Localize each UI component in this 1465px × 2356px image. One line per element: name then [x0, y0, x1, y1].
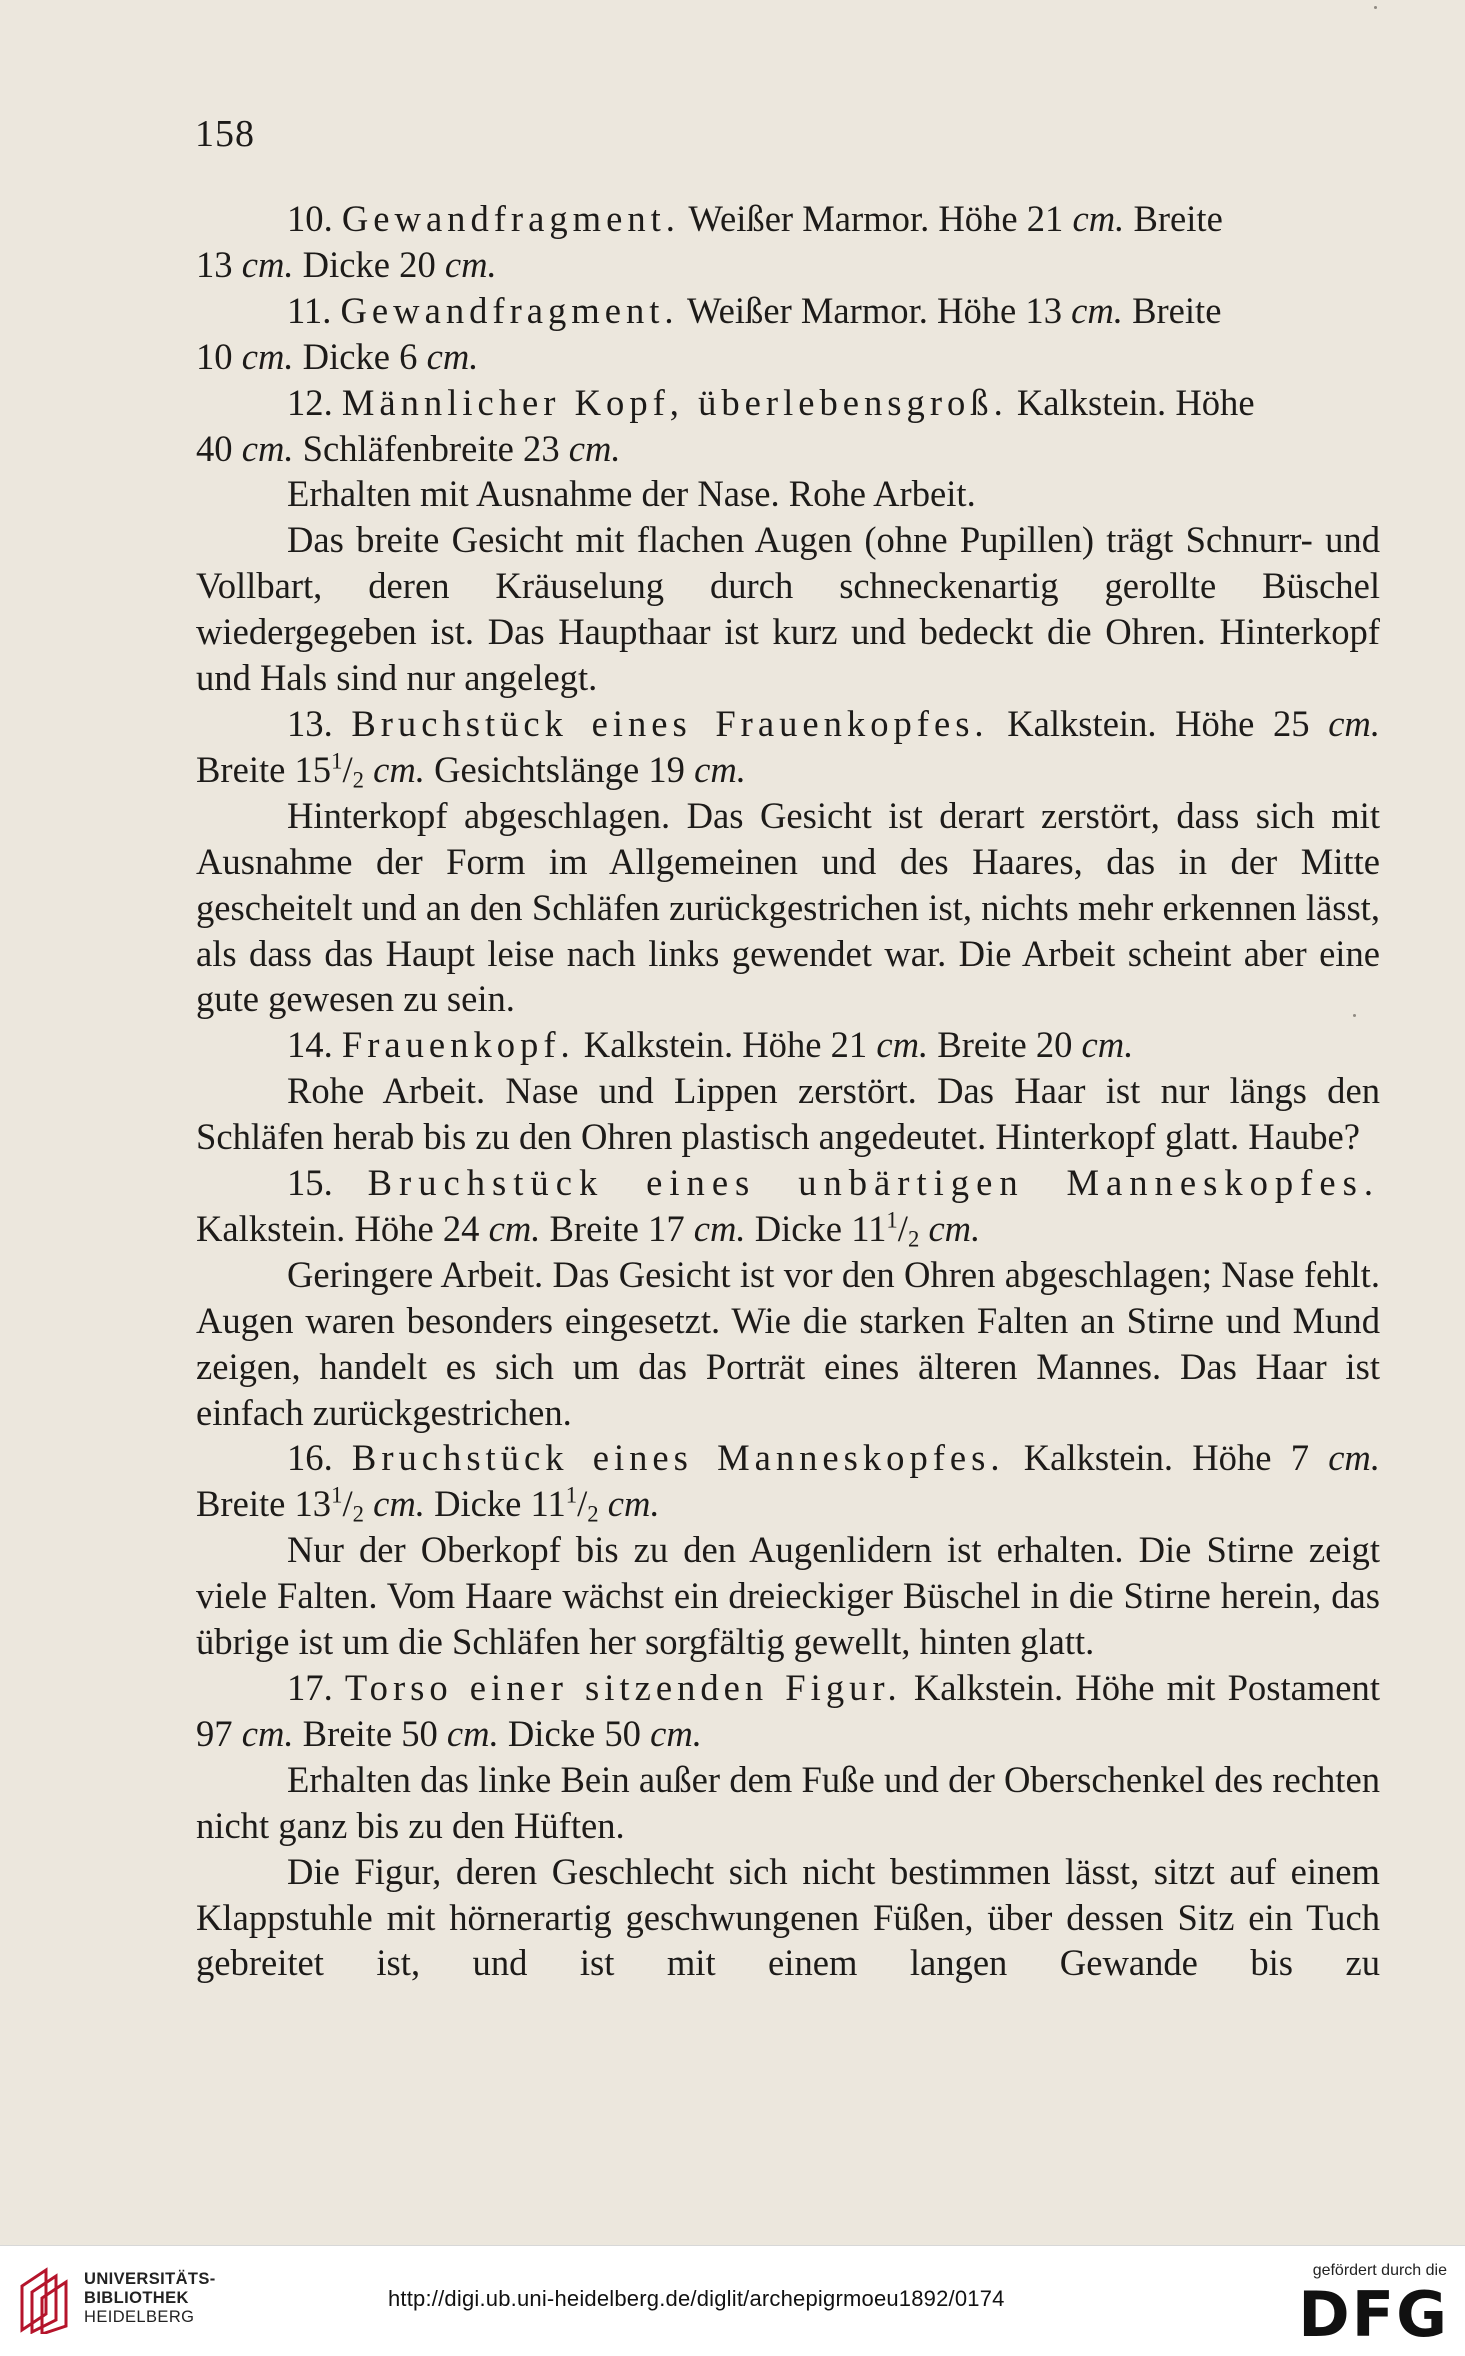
spaced-title: Torso einer sitzenden Figur.: [344, 1667, 902, 1708]
text-run: Breite 50: [293, 1712, 447, 1754]
unit-abbrev: cm.: [446, 1712, 499, 1754]
spaced-title: Gewandfragment.: [340, 289, 679, 331]
text-run: Kalkstein. Höhe 7: [1004, 1437, 1329, 1479]
text-run: Geringere Arbeit. Das Gesicht ist vor den Ohren abgeschlagen; Nase fehlt. Augen waren besonders eingesetzt. Wie die starken Falten an Stirne und Mund zeigen, handelt es sich um das Porträt eines älteren Mannes. Das Haar ist einfach zurückgestrichen.: [196, 1253, 1380, 1433]
unit-abbrev: cm.: [444, 243, 497, 285]
text-run: Nur der Oberkopf bis zu den Augenlidern ist erhalten. Die Stirne zeigt viele Falten. Vom Haare wächst ein dreieckiger Büschel in die Stirne herein, das übrige ist um die Schläfen her sorgfältig gewellt, hinten glatt.: [196, 1529, 1380, 1663]
unit-abbrev: cm.: [1072, 198, 1125, 239]
catalog-entry-heading: [196, 1665, 1380, 1757]
page-number: 158: [195, 113, 255, 155]
unit-abbrev: cm.: [693, 1207, 746, 1249]
text-run: /: [342, 1483, 353, 1525]
text-run: 2: [352, 767, 364, 793]
text-run: 2: [907, 1226, 920, 1252]
catalog-entry-heading: [196, 196, 1380, 242]
text-run: Das breite Gesicht mit flachen Augen (ohne Pupillen) trägt Schnurr- und Vollbart, deren Kräuselung durch schneckenartig gerollte Büschel wiedergegeben ist. Das Haupthaar ist kurz und bedeckt die Ohren. Hinterkopf und Hals sind nur angelegt.: [196, 519, 1380, 699]
unit-abbrev: cm.: [241, 427, 294, 469]
unit-abbrev: cm.: [373, 1483, 425, 1525]
text-run: 2: [587, 1502, 599, 1528]
text-run: Dicke 11: [745, 1207, 887, 1249]
text-run: Kalkstein. Höhe: [1007, 381, 1255, 423]
library-name: [84, 2270, 216, 2327]
text-run: Hinterkopf abgeschlagen. Das Gesicht ist derart zerstört, dass sich mit Ausnahme der Form im Allgemeinen und des Haares, das in der Mitte gescheitelt und an den Schläfen zurückgestrichen ist, nichts mehr erkennen lässt, als dass das Haupt leise nach links gewendet war. Die Arbeit scheint aber eine gute gewesen zu sein.: [196, 794, 1380, 1020]
text-run: Erhalten mit Ausnahme der Nase. Rohe Arbeit.: [287, 473, 976, 515]
text-run: Kalkstein. Höhe mit Postament 97: [196, 1667, 1380, 1754]
text-run: Die Figur, deren Geschlecht sich nicht bestimmen lässt, sitzt auf einem Klappstuhle mit hörnerartig geschwungenen Füßen, über dessen Sitz ein Tuch gebreitet ist, und ist mit einem langen Gewande bis zu: [196, 1850, 1380, 1984]
spaced-title: Gewandfragment.: [341, 198, 680, 239]
dfg-logo: DFG: [1298, 2278, 1449, 2351]
spaced-title: Frauenkopf.: [341, 1024, 575, 1066]
unit-abbrev: cm.: [426, 335, 479, 377]
description-paragraph: [196, 1849, 1380, 1987]
text-run: Dicke 11: [424, 1483, 566, 1525]
text-run: 17.: [287, 1667, 345, 1708]
unit-abbrev: cm.: [241, 1712, 294, 1754]
digitization-footer: [0, 2245, 1465, 2356]
catalog-entry-continuation: [196, 334, 1380, 380]
text-run: Weißer Marmor. Höhe 13: [678, 289, 1072, 331]
text-run: 14.: [287, 1024, 342, 1066]
description-paragraph: [196, 1252, 1380, 1436]
text-run: Dicke 20: [293, 243, 445, 285]
sponsor-caption: gefördert durch die: [1312, 2262, 1447, 2279]
text-run: Gesichtslänge 19: [424, 748, 695, 790]
description-paragraph: [196, 471, 1380, 517]
text-run: Breite: [1124, 198, 1223, 239]
text-run: 16.: [287, 1437, 352, 1479]
text-run: /: [342, 748, 353, 790]
catalog-entry-heading: [196, 1160, 1380, 1252]
text-run: Kalkstein. Höhe 21: [574, 1024, 877, 1066]
text-run: Rohe Arbeit. Nase und Lippen zerstört. Das Haar ist nur längs den Schläfen herab bis zu den Ohren plastisch angedeutet. Hinterkopf glatt. Haube?: [196, 1070, 1380, 1158]
description-paragraph: [196, 1757, 1380, 1849]
text-run: 2: [352, 1502, 364, 1528]
scan-speck: [1353, 1014, 1356, 1017]
catalog-entry-heading: [196, 701, 1380, 793]
catalog-entry-continuation: [196, 426, 1380, 472]
text-run: [599, 1483, 608, 1524]
unit-abbrev: cm.: [694, 748, 746, 790]
spaced-title: Bruchstück eines Frauenkopfes.: [351, 702, 989, 744]
unit-abbrev: cm.: [241, 335, 294, 377]
scan-speck: [1374, 6, 1377, 9]
catalog-entry-heading: [196, 380, 1380, 426]
text-run: /: [577, 1483, 588, 1525]
page-text-body: [196, 196, 1380, 1986]
text-run: Dicke 6: [293, 335, 427, 377]
text-run: Breite 15: [196, 748, 332, 790]
unit-abbrev: cm.: [373, 748, 425, 790]
text-run: 1: [331, 748, 343, 774]
unit-abbrev: cm.: [1328, 1437, 1380, 1479]
text-run: 1: [565, 1482, 578, 1508]
text-run: 1: [331, 1482, 343, 1508]
text-run: Breite 13: [196, 1483, 332, 1525]
text-run: 11.: [287, 289, 341, 331]
text-run: [364, 749, 373, 790]
description-paragraph: [196, 1527, 1380, 1665]
text-run: /: [897, 1207, 908, 1249]
description-paragraph: [196, 1068, 1380, 1160]
text-run: Breite 17: [540, 1207, 694, 1249]
unit-abbrev: cm.: [1081, 1024, 1134, 1066]
text-run: Erhalten das linke Bein außer dem Fuße und der Oberschenkel des rechten nicht ganz bis zu den Hüften.: [196, 1758, 1380, 1846]
text-run: Dicke 50: [498, 1712, 651, 1754]
text-run: Schläfenbreite 23: [293, 427, 569, 469]
text-run: 15.: [287, 1162, 368, 1204]
catalog-entry-heading: [196, 1022, 1380, 1068]
text-run: 40: [196, 427, 242, 469]
text-run: Breite: [1122, 289, 1222, 331]
text-run: Kalkstein. Höhe 24: [196, 1207, 489, 1249]
spaced-title: Männlicher Kopf, überlebensgroß.: [341, 381, 1008, 423]
unit-abbrev: cm.: [928, 1207, 981, 1249]
text-run: 13: [196, 243, 242, 285]
catalog-entry-continuation: [196, 242, 1380, 288]
text-run: Weißer Marmor. Höhe 21: [679, 198, 1073, 239]
unit-abbrev: cm.: [568, 427, 621, 469]
unit-abbrev: cm.: [607, 1483, 660, 1525]
library-name-line: HEIDELBERG: [84, 2308, 195, 2326]
library-name-line: UNIVERSITÄTS-: [84, 2270, 216, 2288]
text-run: [364, 1483, 373, 1524]
catalog-entry-heading: [196, 1435, 1380, 1527]
description-paragraph: [196, 793, 1380, 1023]
unit-abbrev: cm.: [650, 1712, 702, 1754]
spaced-title: Bruchstück eines unbärtigen Manneskopfes.: [367, 1162, 1380, 1204]
spaced-title: Bruchstück eines Manneskopfes.: [351, 1437, 1005, 1479]
description-paragraph: [196, 517, 1380, 701]
text-run: 12.: [287, 381, 342, 423]
text-run: 1: [886, 1207, 898, 1233]
permalink-url[interactable]: http://digi.ub.uni-heidelberg.de/diglit/archepigrmoeu1892/0174: [388, 2286, 1005, 2311]
text-run: 10.: [287, 198, 342, 239]
text-run: Breite 20: [928, 1024, 1082, 1066]
unit-abbrev: cm.: [488, 1207, 541, 1249]
catalog-entry-heading: [196, 288, 1380, 334]
library-name-line: BIBLIOTHEK: [84, 2289, 189, 2307]
unit-abbrev: cm.: [1071, 289, 1123, 331]
text-run: 13.: [287, 702, 352, 744]
library-logo-icon: [16, 2266, 72, 2334]
text-run: Kalkstein. Höhe 25: [988, 702, 1329, 744]
unit-abbrev: cm.: [241, 243, 294, 285]
unit-abbrev: cm.: [876, 1024, 929, 1066]
text-run: 10: [196, 335, 242, 377]
unit-abbrev: cm.: [1328, 702, 1380, 744]
